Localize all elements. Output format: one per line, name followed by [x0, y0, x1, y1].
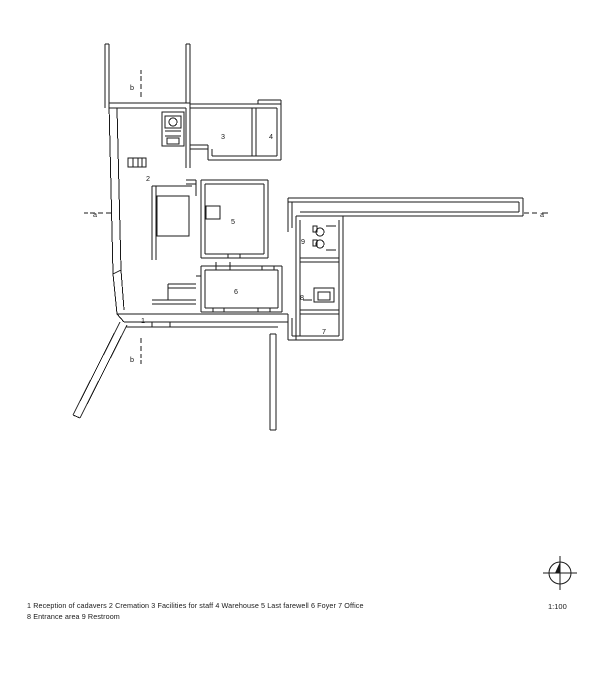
room-number-3: 3 [221, 132, 225, 141]
room-number-5: 5 [231, 217, 235, 226]
room-number-7: 7 [322, 327, 326, 336]
wall-left-block [109, 103, 190, 314]
equipment-cremation-furnace [162, 112, 184, 146]
legend [27, 600, 457, 622]
room-number-4: 4 [269, 132, 273, 141]
equipment-wall-units [128, 158, 146, 167]
section-label-a-right: a [540, 210, 544, 219]
room-number-group [141, 132, 326, 336]
wall-foyer-room6 [152, 262, 282, 312]
wall-left-service-block [152, 180, 196, 260]
section-markers [84, 70, 548, 364]
wall-entrance-zone [73, 314, 300, 430]
room-number-8: 8 [300, 293, 304, 302]
room-number-1: 1 [141, 316, 145, 325]
wall-upper-left-wing [105, 44, 190, 108]
legend-line-2: 8 Entrance area 9 Restroom [27, 612, 120, 622]
wall-long-corridor-right [288, 198, 523, 232]
north-arrow-icon [543, 556, 577, 590]
wall-top-rooms [190, 100, 281, 160]
legend-line-1: 1 Reception of cadavers 2 Cremation 3 Facilities for staff 4 Warehouse 5 Last farewell 6 Foyer 7 Office [27, 601, 364, 610]
scale-label: 1:100 [548, 602, 567, 611]
room-number-6: 6 [234, 287, 238, 296]
section-label-a-left: a [93, 210, 97, 219]
room-number-9: 9 [301, 237, 305, 246]
section-label-b-top: b [130, 83, 134, 92]
wall-right-block [296, 216, 343, 340]
room-number-2: 2 [146, 174, 150, 183]
section-label-b-bottom: b [130, 355, 134, 364]
